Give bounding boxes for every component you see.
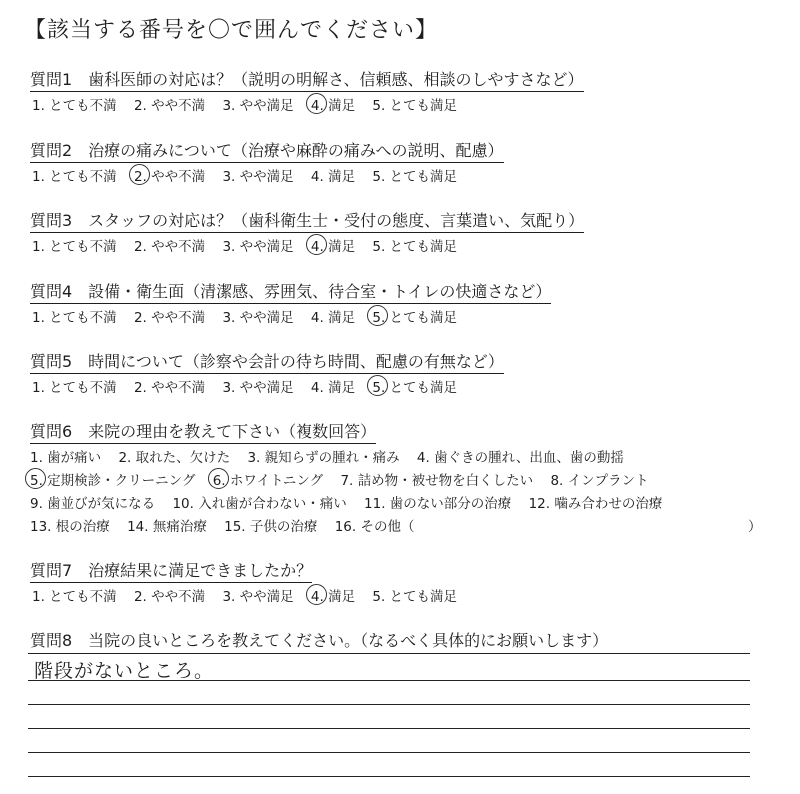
q6-other-close-paren: ） — [748, 519, 762, 535]
question-8-label: 質問8 当院の良いところを教えてください。（なるべく具体的にお願いします） — [30, 631, 609, 650]
q4-option-2[interactable]: 2. やや不満 — [133, 310, 206, 326]
q3-option-5[interactable]: 5. とても満足 — [372, 239, 458, 255]
q5-option-4[interactable]: 4. 満足 — [310, 380, 356, 396]
q3-option-3[interactable]: 3. やや満足 — [222, 239, 294, 255]
question-4-label: 質問4 設備・衛生面（清潔感、雰囲気、待合室・トイレの快適さなど） — [30, 279, 551, 304]
q1-option-1[interactable]: 1. とても不満 — [32, 98, 117, 114]
answer-line-1 — [28, 680, 750, 681]
q1-option-3[interactable]: 3. やや満足 — [222, 98, 294, 114]
q4-option-3[interactable]: 3. やや満足 — [222, 310, 294, 326]
question-1-label: 質問1 歯科医師の対応は？（説明の明解さ、信頼感、相談のしやすさなど） — [30, 67, 584, 92]
q6-option-8[interactable]: 8. インプラント — [550, 473, 649, 489]
q2-option-3[interactable]: 3. やや満足 — [222, 169, 294, 185]
q5-option-1[interactable]: 1. とても不満 — [32, 380, 117, 396]
question-4-options — [32, 306, 470, 326]
q6-option-5[interactable]: 5. 定期検診・クリーニング — [30, 469, 195, 489]
q2-option-4[interactable]: 4. 満足 — [310, 169, 356, 185]
answer-line-4 — [28, 752, 750, 753]
q3-option-2[interactable]: 2. やや不満 — [133, 239, 206, 255]
question-3-label: 質問3 スタッフの対応は？（歯科衛生士・受付の態度、言葉遣い、気配り） — [30, 208, 584, 233]
question-1-options — [32, 94, 470, 114]
q6-option-1[interactable]: 1. 歯が痛い — [30, 450, 102, 466]
q6-option-9[interactable]: 9. 歯並びが気になる — [30, 496, 156, 512]
q2-option-5[interactable]: 5. とても満足 — [372, 169, 458, 185]
q4-option-5[interactable]: 5. とても満足 — [372, 306, 457, 326]
q2-option-1[interactable]: 1. とても不満 — [32, 169, 117, 185]
question-2-label: 質問2 治療の痛みについて（治療や麻酔の痛みへの説明、配慮） — [30, 138, 504, 163]
question-7-options — [32, 585, 470, 605]
q7-option-4[interactable]: 4. 満足 — [311, 585, 355, 605]
question-6-row-2 — [30, 469, 662, 489]
question-5-label: 質問5 時間について（診察や会計の待ち時間、配慮の有無など） — [30, 349, 504, 374]
q6-option-2[interactable]: 2. 取れた、欠けた — [118, 450, 231, 466]
q7-option-5[interactable]: 5. とても満足 — [372, 589, 458, 605]
page-title: 【該当する番号を〇で囲んでください】 — [24, 18, 439, 43]
q7-option-3[interactable]: 3. やや満足 — [222, 589, 294, 605]
answer-line-2 — [28, 704, 750, 705]
q6-option-13[interactable]: 13. 根の治療 — [30, 519, 110, 535]
q6-option-12[interactable]: 12. 噛み合わせの治療 — [528, 496, 663, 512]
q6-option-3[interactable]: 3. 親知らずの腫れ・痛み — [247, 450, 400, 466]
answer-line-3 — [28, 728, 750, 729]
q6-option-15[interactable]: 15. 子供の治療 — [224, 519, 318, 535]
q6-option-10[interactable]: 10. 入れ歯が合わない・痛い — [172, 496, 347, 512]
question-6-row-4 — [30, 515, 427, 535]
question-2-options — [32, 165, 470, 185]
q2-option-2[interactable]: 2. やや不満 — [134, 165, 205, 185]
question-6-row-3 — [30, 492, 675, 512]
q5-option-2[interactable]: 2. やや不満 — [133, 380, 206, 396]
question-5-options — [32, 376, 470, 396]
q6-option-4[interactable]: 4. 歯ぐきの腫れ、出血、歯の動揺 — [416, 450, 624, 466]
q6-option-16[interactable]: 16. その他（ — [334, 519, 415, 535]
q1-option-2[interactable]: 2. やや不満 — [133, 98, 206, 114]
q6-option-14[interactable]: 14. 無痛治療 — [127, 519, 207, 535]
q3-option-1[interactable]: 1. とても不満 — [32, 239, 117, 255]
question-6-label: 質問6 来院の理由を教えて下さい（複数回答） — [30, 419, 376, 444]
answer-line-top — [28, 653, 750, 654]
question-6-row-1 — [30, 446, 637, 466]
q6-option-11[interactable]: 11. 歯のない部分の治療 — [364, 496, 512, 512]
q7-option-1[interactable]: 1. とても不満 — [32, 589, 117, 605]
question-8-answer[interactable]: 階段がないところ。 — [34, 660, 215, 682]
q7-option-2[interactable]: 2. やや不満 — [133, 589, 206, 605]
question-7-label: 質問7 治療結果に満足できましたか？ — [30, 558, 312, 583]
q6-option-7[interactable]: 7. 詰め物・被せ物を白くしたい — [340, 473, 534, 489]
q6-option-6[interactable]: 6. ホワイトニング — [213, 469, 323, 489]
q3-option-4[interactable]: 4. 満足 — [311, 235, 355, 255]
q1-option-5[interactable]: 5. とても満足 — [372, 98, 458, 114]
q1-option-4[interactable]: 4. 満足 — [311, 94, 355, 114]
q4-option-4[interactable]: 4. 満足 — [310, 310, 356, 326]
question-3-options — [32, 235, 470, 255]
q5-option-3[interactable]: 3. やや満足 — [222, 380, 294, 396]
answer-line-5 — [28, 776, 750, 777]
q5-option-5[interactable]: 5. とても満足 — [372, 376, 457, 396]
q4-option-1[interactable]: 1. とても不満 — [32, 310, 117, 326]
